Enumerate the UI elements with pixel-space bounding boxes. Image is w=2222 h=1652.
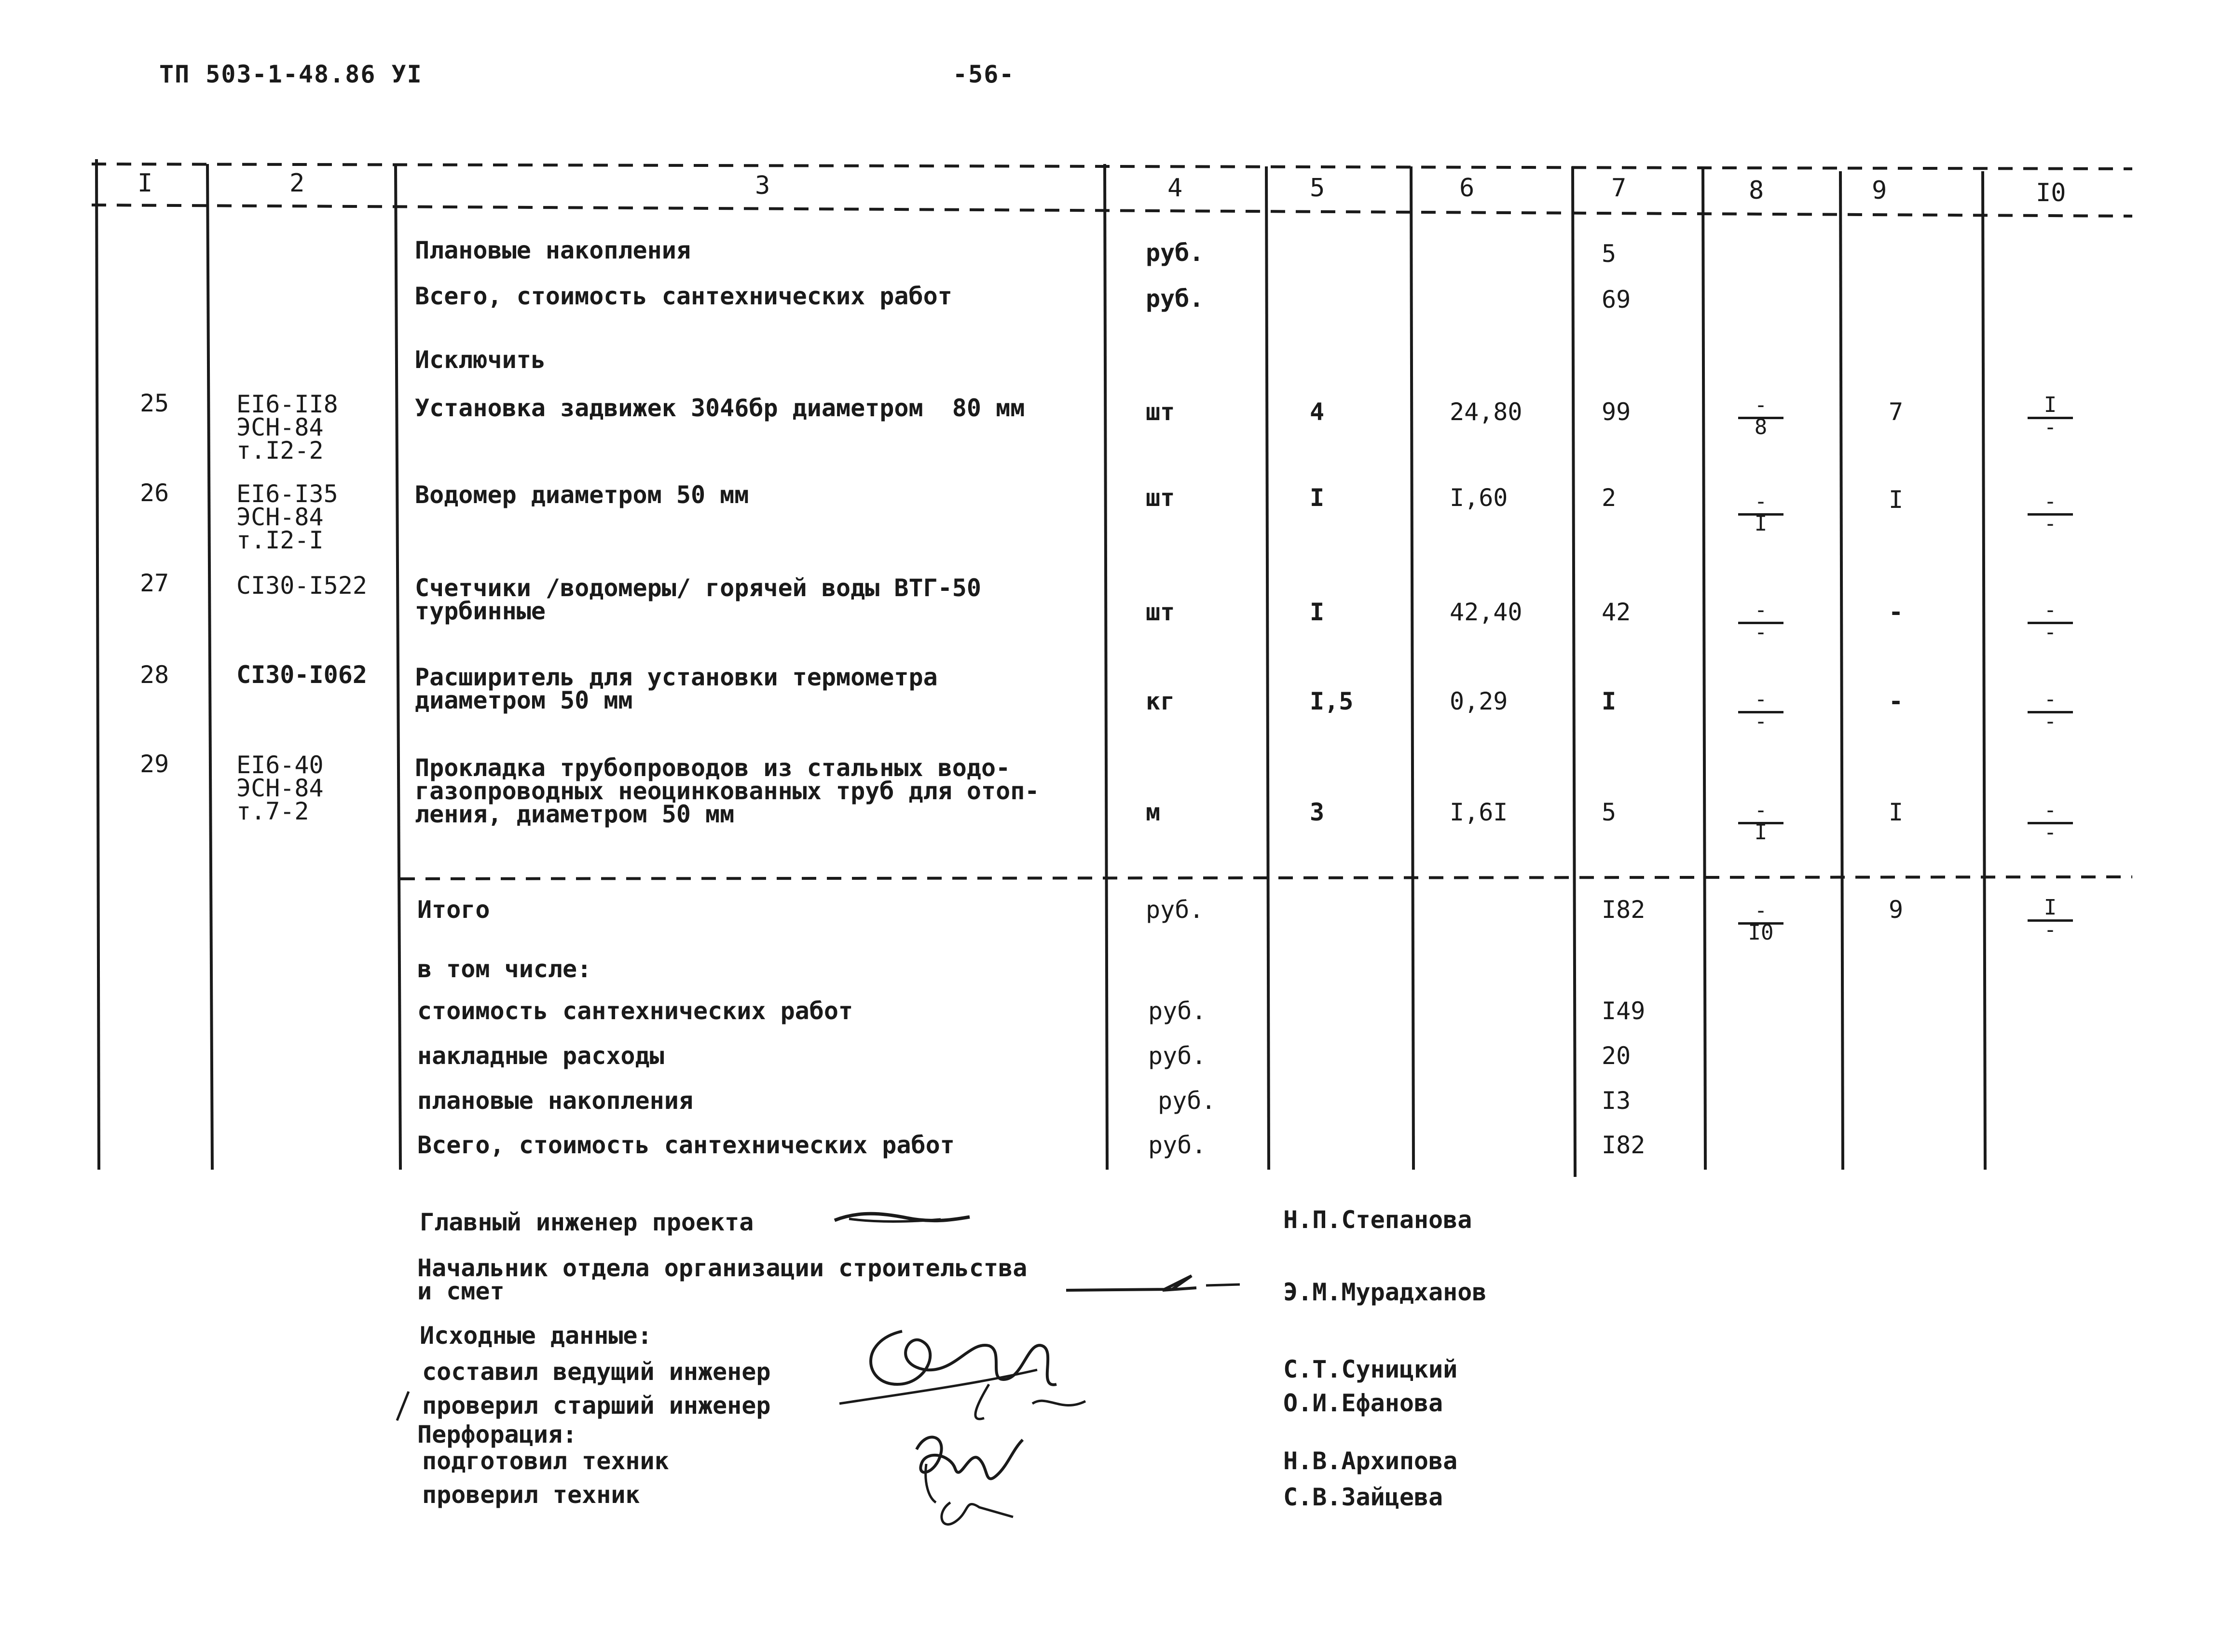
row-col10-fraction xyxy=(2024,393,2077,439)
row-code: СI30-I062 xyxy=(236,661,367,689)
fraction-numerator: - xyxy=(2044,687,2057,711)
row-code: ЕI6-II8 ЭСН-84 т.I2-2 xyxy=(236,390,338,464)
row-col9: 9 xyxy=(1889,896,1904,924)
row-name: стоимость сантехнических работ xyxy=(417,997,853,1025)
fraction-numerator: - xyxy=(2044,598,2057,622)
fraction-denominator: I xyxy=(1754,820,1768,845)
row-qty: I,5 xyxy=(1310,687,1354,715)
row-col9: I xyxy=(1889,798,1904,826)
fraction-denominator: I0 xyxy=(1748,920,1774,945)
row-name: Водомер диаметром 50 мм xyxy=(415,481,749,509)
fraction-denominator: - xyxy=(1754,709,1768,734)
row-code: ЕI6-40 ЭСН-84 т.7-2 xyxy=(236,751,324,825)
document-code: ТП 503-1-48.86 УI xyxy=(159,60,423,88)
row-col8-fraction xyxy=(1734,687,1787,734)
row-col9: I xyxy=(1889,486,1904,514)
prepared-by-title: подготовил техник xyxy=(422,1447,669,1475)
row-name: Итого xyxy=(417,896,490,924)
row-total: I3 xyxy=(1602,1087,1631,1115)
compiled-by-name: С.Т.Суницкий xyxy=(1283,1355,1458,1383)
fraction-numerator: - xyxy=(2044,798,2057,822)
fraction-numerator: - xyxy=(1754,798,1768,822)
signature-perforation xyxy=(907,1420,1052,1541)
prepared-by-name: Н.В.Архипова xyxy=(1283,1447,1458,1475)
checked-by-title: проверил старший инженер xyxy=(422,1392,771,1420)
row-unit: кг xyxy=(1146,687,1175,715)
row-number: 26 xyxy=(140,479,169,507)
row-qty: I xyxy=(1310,598,1325,626)
col-header-2: 2 xyxy=(289,169,305,198)
row-unit: шт xyxy=(1146,398,1175,426)
row-col10-fraction xyxy=(2024,598,2077,644)
row-price: 24,80 xyxy=(1450,398,1522,426)
row-name: Исключить xyxy=(415,346,546,374)
row-unit: руб. xyxy=(1146,239,1204,267)
page-number: -56- xyxy=(953,60,1015,88)
row-number: 27 xyxy=(140,569,169,597)
row-name: плановые накопления xyxy=(417,1087,693,1115)
row-code: СI30-I522 xyxy=(236,572,367,600)
fraction-denominator: - xyxy=(2044,415,2057,439)
fraction-numerator: - xyxy=(1754,687,1768,711)
row-qty: 3 xyxy=(1310,798,1325,826)
checked-tech-title: проверил техник xyxy=(422,1481,640,1509)
row-total: 5 xyxy=(1602,798,1617,826)
source-data-label: Исходные данные: xyxy=(420,1322,652,1350)
col-header-4: 4 xyxy=(1167,174,1183,203)
row-name: Прокладка трубопроводов из стальных водо- газопроводных неоцинкованных труб для отоп- ления, диаметром 50 мм xyxy=(415,754,1040,828)
row-code: ЕI6-I35 ЭСН-84 т.I2-I xyxy=(236,480,338,554)
row-unit: шт xyxy=(1146,598,1175,626)
row-name: Всего, стоимость сантехнических работ xyxy=(415,282,952,310)
row-price: 42,40 xyxy=(1450,598,1522,626)
dept-head-name: Э.М.Мурадханов xyxy=(1283,1278,1487,1306)
fraction-denominator: - xyxy=(2044,511,2057,536)
col-header-6: 6 xyxy=(1459,174,1475,203)
dept-head-title: Начальник отдела организации строительства и смет xyxy=(417,1254,1028,1305)
row-name: Установка задвижек 3046бр диаметром 80 мм xyxy=(415,394,1025,422)
row-qty: 4 xyxy=(1310,398,1325,426)
chief-engineer-name: Н.П.Степанова xyxy=(1283,1206,1472,1234)
col-header-10: I0 xyxy=(2036,178,2066,207)
col-header-3: 3 xyxy=(755,171,770,200)
row-qty: I xyxy=(1310,484,1325,512)
row-col9: - xyxy=(1889,687,1904,715)
row-total: I xyxy=(1602,687,1617,715)
col-header-7: 7 xyxy=(1611,174,1627,203)
row-unit: руб. xyxy=(1158,1087,1216,1115)
checked-by-name: О.И.Ефанова xyxy=(1283,1389,1443,1417)
fraction-denominator: 8 xyxy=(1754,415,1768,439)
fraction-denominator: - xyxy=(1754,620,1768,644)
row-unit: шт xyxy=(1146,484,1175,512)
fraction-denominator: - xyxy=(2044,709,2057,734)
row-number: 25 xyxy=(140,389,169,417)
row-total: 69 xyxy=(1602,286,1631,314)
col-header-9: 9 xyxy=(1872,176,1887,205)
fraction-numerator: I xyxy=(2044,895,2057,920)
signature-dept-head xyxy=(1061,1261,1245,1305)
fraction-denominator: - xyxy=(2044,820,2057,845)
fraction-numerator: I xyxy=(2044,393,2057,417)
col-header-8: 8 xyxy=(1749,176,1764,205)
fraction-numerator: - xyxy=(1754,598,1768,622)
row-name: в том числе: xyxy=(417,955,592,983)
row-unit: руб. xyxy=(1148,997,1207,1025)
row-total: 42 xyxy=(1602,598,1631,626)
row-col8-fraction xyxy=(1734,898,1787,945)
row-number: 29 xyxy=(140,750,169,778)
fraction-denominator: I xyxy=(1754,511,1768,536)
row-col8-fraction xyxy=(1734,598,1787,644)
row-col8-fraction xyxy=(1734,489,1787,536)
row-total: I49 xyxy=(1602,997,1646,1025)
checked-tech-name: С.В.Зайцева xyxy=(1283,1483,1443,1511)
fraction-numerator: - xyxy=(1754,898,1768,923)
row-total: 20 xyxy=(1602,1042,1631,1070)
row-name: Расширитель для установки термометра диаметром 50 мм xyxy=(415,663,938,714)
row-price: I,6I xyxy=(1450,798,1508,826)
fraction-numerator: - xyxy=(1754,393,1768,417)
row-col8-fraction xyxy=(1734,393,1787,439)
row-unit: руб. xyxy=(1148,1131,1207,1159)
signature-chief-engineer xyxy=(830,1203,974,1232)
fraction-numerator: - xyxy=(2044,489,2057,514)
col-header-1: I xyxy=(137,169,153,198)
row-total: 2 xyxy=(1602,484,1617,512)
col-header-5: 5 xyxy=(1310,174,1325,203)
row-name: Всего, стоимость сантехнических работ xyxy=(417,1131,955,1159)
row-total: I82 xyxy=(1602,896,1646,924)
fraction-denominator: - xyxy=(2044,620,2057,644)
fraction-denominator: - xyxy=(2044,917,2057,942)
row-name: Счетчики /водомеры/ горячей воды ВТГ-50 турбинные xyxy=(415,574,981,625)
row-number: 28 xyxy=(140,661,169,689)
row-price: I,60 xyxy=(1450,484,1508,512)
row-col9: 7 xyxy=(1889,398,1904,426)
signature-checked-mark xyxy=(393,1389,412,1423)
row-total: 5 xyxy=(1602,240,1617,268)
compiled-by-title: составил ведущий инженер xyxy=(422,1358,771,1386)
row-unit: руб. xyxy=(1146,896,1204,924)
row-col9: - xyxy=(1889,598,1904,626)
row-col8-fraction xyxy=(1734,798,1787,845)
row-name: накладные расходы xyxy=(417,1042,664,1070)
row-unit: м xyxy=(1146,798,1161,826)
row-col10-fraction xyxy=(2024,489,2077,536)
row-name: Плановые накопления xyxy=(415,236,691,264)
row-unit: руб. xyxy=(1148,1042,1207,1070)
row-total: I82 xyxy=(1602,1131,1646,1159)
row-col10-fraction xyxy=(2024,895,2077,942)
row-col10-fraction xyxy=(2024,687,2077,734)
row-unit: руб. xyxy=(1146,285,1204,313)
fraction-numerator: - xyxy=(1754,489,1768,514)
perforation-label: Перфорация: xyxy=(417,1420,577,1448)
row-total: 99 xyxy=(1602,398,1631,426)
chief-engineer-title: Главный инженер проекта xyxy=(420,1208,754,1236)
row-price: 0,29 xyxy=(1450,687,1508,715)
signature-compiled xyxy=(830,1312,1100,1428)
row-col10-fraction xyxy=(2024,798,2077,845)
